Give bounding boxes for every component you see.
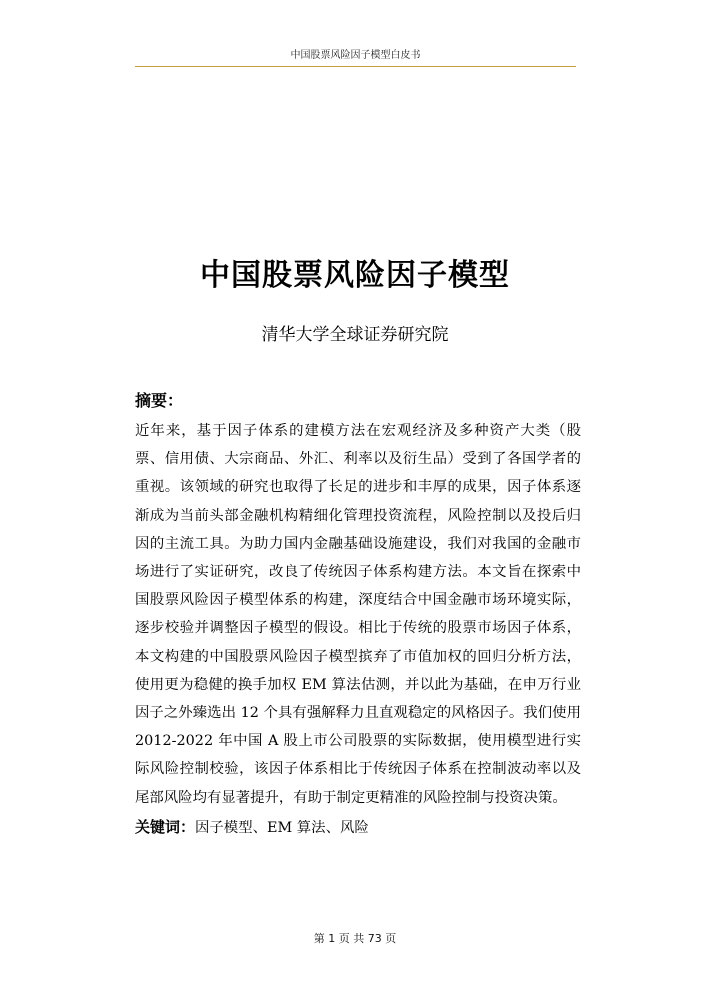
header-rule <box>135 66 576 67</box>
institution-name: 清华大学全球证券研究院 <box>261 325 449 345</box>
keywords-line <box>135 816 369 837</box>
document-title: 中国股票风险因子模型 <box>200 258 510 293</box>
running-header: 中国股票风险因子模型白皮书 <box>290 50 421 61</box>
keywords-items: 因子模型、EM 算法、风险 <box>195 820 369 836</box>
keywords-label: 关键词： <box>135 818 196 836</box>
abstract-heading: 摘要： <box>135 391 184 410</box>
abstract-body: 近年来，基于因子体系的建模方法在宏观经济及多种资产大类（股票、信用债、大宗商品、外汇、利率以及衍生品）受到了各国学者的重视。该领域的研究也取得了长足的进步和丰厚的成果，因子体系逐渐成为当前头部金融机构精细化管理投资流程，风险控制以及投后归因的主流工具。为助力国内金融基础设施建设，我们对我国的金融市场进行了实证研究，改良了传统因子体系构建方法。本文旨在探索中国股票风险因子模型体系的构建，深度结合中国金融市场环境实际，逐步校验并调整因子模型的假设。相比于传统的股票市场因子体系，本文构建的中国股票风险因子模型摈弃了市值加权的回归分析方法，使用更为稳健的换手加权 EM 算法估测，并以此为基础，在申万行业因子之外臻选出 12 个具有强解释力且直观稳定的风格因子。我们使用 2012-2022 年中国 A 股上市公司股票的实际数据，使用模型进行实际风险控制校验，该因子体系相比于传统因子体系在控制波动率以及尾部风险均有显著提升，有助于制定更精准的风险控制与投资决策。 <box>135 423 581 806</box>
page-number: 第 1 页 共 73 页 <box>313 932 397 945</box>
